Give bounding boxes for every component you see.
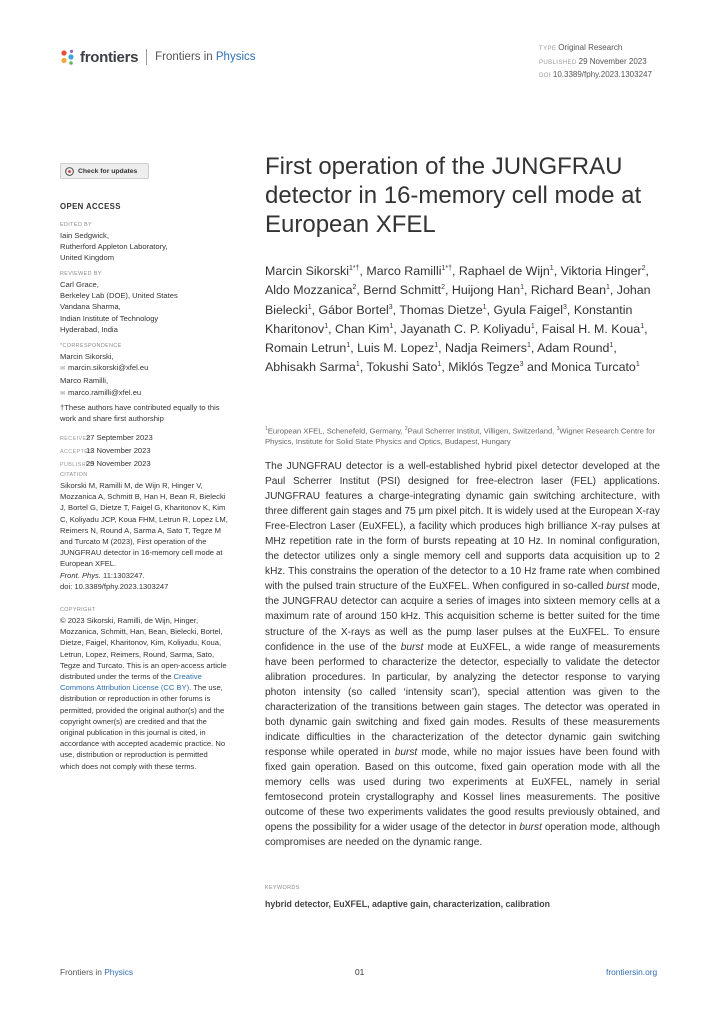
page-number: 01 — [355, 967, 365, 977]
author-name[interactable]: Marcin Sikorski$^{1*\dagger}$ — [265, 264, 360, 278]
editor-line: Rutherford Appleton Laboratory, — [60, 242, 168, 252]
correspondent-email[interactable]: ✉ marco.ramilli@xfel.eu — [60, 387, 142, 397]
author-name[interactable]: Faisal H. M. Koua$^1$ — [541, 321, 645, 336]
edited-by-heading: EDITED BY — [60, 222, 93, 228]
dates-section — [60, 432, 228, 472]
brand-name: frontiers — [80, 48, 139, 66]
meta-type: TYPE Original Research — [539, 43, 623, 52]
correspondence-heading: *CORRESPONDENCE — [60, 343, 122, 349]
mail-icon: ✉ — [60, 366, 66, 373]
mail-icon: ✉ — [60, 390, 66, 397]
author-name[interactable]: Monica Turcato$^1$ — [551, 360, 640, 375]
abstract: The JUNGFRAU detector is a well-established hybrid pixel detector developed at the Paul Scherrer Institut (PSI) designed for free-electron laser (FEL) applications. JUNGFRAU features a charge-integrating dynamic gain switching architecture, with three different gain stages and 75 μm pixel pitch. It is widely used at the European X-ray Free-Electron Laser (EuXFEL), a facility which produces high brilliance X-ray pulses at MHz repetition rate in the form of bursts repeating at 10 Hz. In nominal configuration, the detector utilizes only a single memory cell and supports data acquisition up to 2 kHz. This constrains the operation of the detector to a 10 Hz frame rate when combined with the pulsed train structure of the EuXFEL. When configured in so-called burst mode, the JUNGFRAU detector can acquire a series of images into sixteen memory cells at a maximum rate of around 150 kHz. This acquisition scheme is better suited for the time structure of the X-rays as well as the pump laser pulses at the EuXFEL. To ensure confidence in the use of the burst mode at EuXFEL, a wide range of measurements have been performed to characterize the detector, especially to validate the detector alibration procedures. In particular, by analyzing the detector response to varying photon intensity (so called ‘intensity scan’), special attention was given to the characterization of the transitions between gain stages. The detector was operated in both dynamic gain switching and fixed gain modes. Results of these measurements indicate difficulties in the characterization of the detector dynamic gain switching response while operated in burst mode, while no major issues have been found with fixed gain operation. Based on this outcome, fixed gain operation mode with all the memory cells was used during two experiments at EuXFEL, namely in serial femtosecond protein crystallography and Kossel lines measurements. The positive outcome of these two experiments validates the good results previously obtained, and opens the possibility for a wider usage of the detector in burst operation mode, although compromises are needed on the dynamic range. — [265, 461, 660, 849]
keywords-heading: KEYWORDS — [265, 885, 300, 891]
copyright-section — [60, 606, 228, 772]
author-name[interactable]: Gyula Faigel$^3$ — [493, 302, 567, 317]
affiliation: European XFEL, Schenefeld, Germany, — [267, 426, 405, 436]
frontiers-logo[interactable] — [60, 47, 256, 67]
copyright-heading: COPYRIGHT — [60, 607, 96, 613]
reviewer-line: Carl Grace, — [60, 280, 99, 289]
footer-journal: Frontiers in Physics — [60, 967, 134, 977]
frontiers-logo-icon — [60, 49, 76, 65]
citation-heading: CITATION — [60, 472, 88, 478]
article-meta — [539, 42, 652, 83]
meta-published: PUBLISHED 29 November 2023 — [539, 56, 647, 66]
correspondent-name: Marcin Sikorski, — [60, 352, 114, 361]
article-title: First operation of the JUNGFRAU detector in 16-memory cell mode at European XFEL — [265, 153, 642, 238]
citation-text: Sikorski M, Ramilli M, de Wijn R, Hinger V, Mozzanica A, Schmitt B, Han H, Bean R, Bielecki J, Bortel G, Dietze T, Faigel G, Kharitonov K, Kim C, Koliyadu JCP, Koua FHM, Letrun R, Lopez LM, Reimers N, Round A, Sarma A, Sato T, Tegze M and Turcato M (2023), First operation of the JUNGFRAU detector in 16-memory cell mode at European XFEL. Front. Phys. 11:1303247. doi: 10.3389/fphy.2023.1303247 — [60, 481, 228, 591]
author-name[interactable]: Gábor Bortel$^3$ — [318, 302, 393, 317]
author-name[interactable]: Tokushi Sato$^1$ — [366, 360, 442, 375]
author-name[interactable]: Miklós Tegze$^3$ — [448, 360, 524, 375]
author-name[interactable]: Thomas Dietze$^1$ — [399, 302, 487, 317]
footer-site-link[interactable]: frontiersin.org — [606, 967, 658, 977]
author-name[interactable]: Richard Bean$^1$ — [530, 283, 610, 298]
citation-section — [60, 471, 228, 592]
received-date: RECEIVED27 September 2023 — [60, 433, 153, 442]
journal-name: Frontiers in Physics — [155, 51, 256, 63]
affiliation: Wigner Research Centre for Physics, Institute for Solid State Physics and Optics, Budapest, Hungary — [265, 426, 656, 447]
author-name[interactable]: Marco Ramilli$^{1*\dagger}$ — [366, 264, 452, 278]
check-for-updates-button[interactable]: Check for updates — [60, 163, 149, 179]
published-date: PUBLISHED29 November 2023 — [60, 459, 151, 469]
reviewer-line: Indian Institute of Technology — [60, 313, 159, 323]
editor-line: United Kingdom — [60, 253, 115, 263]
author-name[interactable]: Luis M. Lopez$^1$ — [357, 341, 439, 356]
author-name[interactable]: Konstantin Kharitonov$^1$ — [265, 302, 633, 336]
editor-line: Iain Sedgwick, — [60, 231, 109, 240]
accepted-date: ACCEPTED13 November 2023 — [60, 446, 151, 456]
correspondence-section — [60, 342, 228, 400]
author-name[interactable]: Aldo Mozzanica$^2$ — [265, 283, 357, 298]
affiliations: $^1$European XFEL, Schenefeld, Germany, $^2$Paul Scherrer Institut, Villigen, Switzerland, $^3$Wigner Research Centre for Physics, Institute for Solid State Physics and Optics, Budapest, Hungary — [265, 426, 656, 447]
author-name[interactable]: Abhisakh Sarma$^1$ — [265, 360, 360, 375]
reviewer-line: Hyderabad, India — [60, 324, 118, 334]
edited-by-section — [60, 221, 228, 264]
author-name[interactable]: Adam Round$^1$ — [537, 341, 614, 356]
meta-doi: DOI 10.3389/fphy.2023.1303247 — [539, 70, 652, 79]
reviewer-line: Berkeley Lab (DOE), United States — [60, 291, 178, 301]
author-name[interactable]: Johan Bielecki$^1$ — [265, 283, 651, 317]
author-name[interactable]: Raphael de Wijn$^1$ — [458, 264, 554, 278]
correspondent-name: Marco Ramilli, — [60, 376, 109, 386]
reviewer-line: Vandana Sharma, — [60, 302, 121, 312]
logo-divider — [146, 49, 147, 65]
equal-contribution-note: †These authors have contributed equally to this work and share first authorship — [60, 403, 220, 424]
author-name[interactable]: Jayanath C. P. Koliyadu$^1$ — [400, 321, 535, 336]
author-name[interactable]: Romain Letrun$^1$ — [265, 341, 351, 356]
correspondent-email[interactable]: ✉ marcin.sikorski@xfel.eu — [60, 363, 149, 373]
reviewed-by-heading: REVIEWED BY — [60, 271, 102, 277]
author-name[interactable]: Nadja Reimers$^1$ — [445, 341, 531, 356]
author-name[interactable]: Huijong Han$^1$ — [451, 283, 524, 298]
affiliation: Paul Scherrer Institut, Villigen, Switzerland, — [407, 426, 557, 436]
author-name[interactable]: Viktoria Hinger$^2$ — [560, 264, 646, 278]
copyright-text: © 2023 Sikorski, Ramilli, de Wijn, Hinger, Mozzanica, Schmitt, Han, Bean, Bielecki, Bortel, Dietze, Faigel, Kharitonov, Kim, Koliyadu, Koua, Letrun, Lopez, Reimers, Round, Sarma, Sato, Tegze and Turcato. This is an open-access article distributed under the terms of the Creative Commons Attribution License (CC BY). The use, distribution or reproduction in other forums is permitted, provided the original author(s) and the copyright owner(s) are credited and that the original publication in this journal is cited, in accordance with accepted academic practice. No use, distribution or reproduction is permitted which does not comply with these terms. — [60, 616, 227, 771]
author-list: Marcin Sikorski$^{1*\dagger}$, Marco Ramilli$^{1*\dagger}$, Raphael de Wijn$^1$, Viktoria Hinger$^2$, Aldo Mozzanica$^2$, Bernd Schmitt$^2$, Huijong Han$^1$, Richard Bean$^1$, Johan Bielecki$^1$, Gábor Bortel$^3$, Thomas Dietze$^1$, Gyula Faigel$^3$, Konstantin Kharitonov$^1$, Chan Kim$^1$, Jayanath C. P. Koliyadu$^1$, Faisal H. M. Koua$^1$, Romain Letrun$^1$, Luis M. Lopez$^1$, Nadja Reimers$^1$, Adam Round$^1$, Abhisakh Sarma$^1$, Tokushi Sato$^1$, Miklós Tegze$^3$ and Monica Turcato$^1$ — [265, 264, 651, 375]
keywords: hybrid detector, EuXFEL, adaptive gain, characterization, calibration — [265, 899, 550, 909]
update-icon — [65, 167, 74, 176]
open-access-label: OPEN ACCESS — [60, 202, 121, 211]
author-name[interactable]: Chan Kim$^1$ — [335, 321, 394, 336]
reviewed-by-section — [60, 270, 228, 335]
author-name[interactable]: Bernd Schmitt$^2$ — [363, 283, 445, 298]
cc-by-license-link[interactable]: Creative Commons Attribution License (CC BY) — [60, 672, 202, 693]
